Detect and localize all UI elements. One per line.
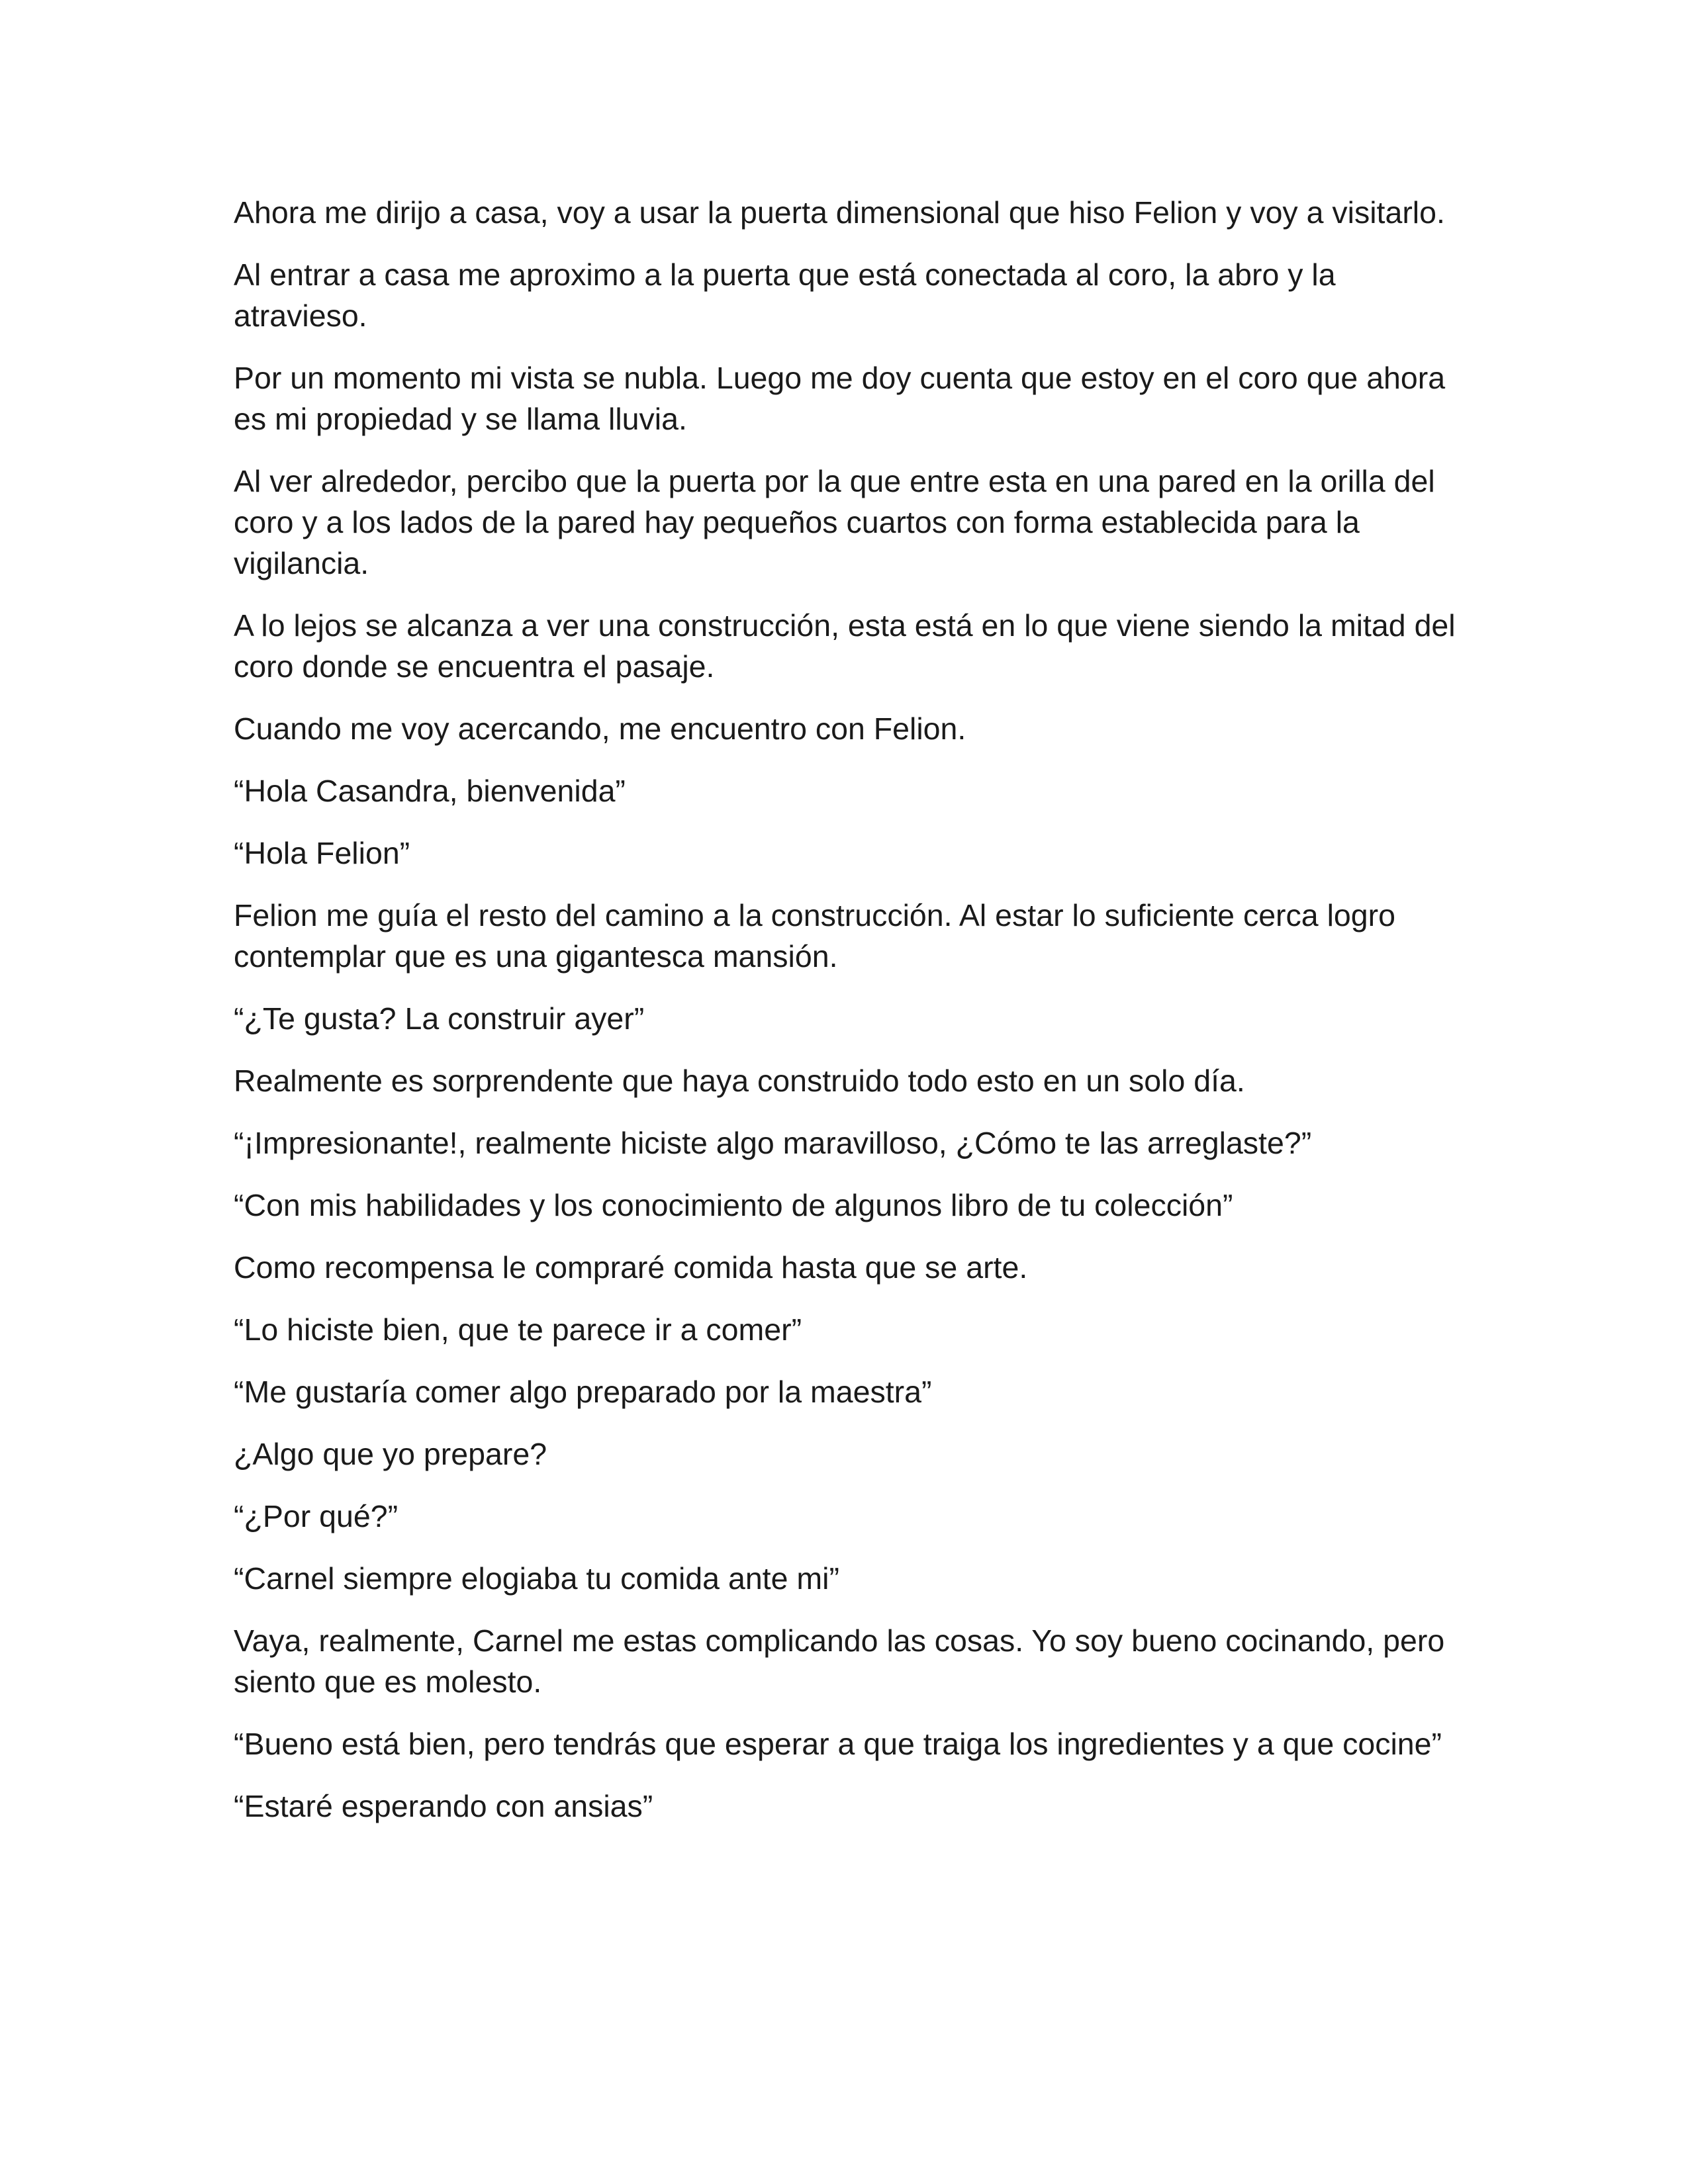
dialogue-line: “¿Te gusta? La construir ayer”: [234, 1001, 645, 1036]
paragraph: A lo lejos se alcanza a ver una construcción, esta está en lo que viene siendo la mitad del coro donde se encuentra el pasaje.: [234, 608, 1456, 684]
paragraph: Como recompensa le compraré comida hasta que se arte.: [234, 1250, 1028, 1285]
dialogue-line: “Bueno está bien, pero tendrás que esperar a que traiga los ingredientes y a que cocine”: [234, 1727, 1442, 1761]
paragraph: Cuando me voy acercando, me encuentro con Felion.: [234, 711, 966, 746]
paragraph: Realmente es sorprendente que haya construido todo esto en un solo día.: [234, 1064, 1245, 1098]
paragraph: ¿Algo que yo prepare?: [234, 1437, 547, 1471]
paragraph: Ahora me dirijo a casa, voy a usar la puerta dimensional que hiso Felion y voy a visitarlo.: [234, 195, 1445, 230]
dialogue-line: “Me gustaría comer algo preparado por la maestra”: [234, 1375, 932, 1409]
paragraph: Por un momento mi vista se nubla. Luego me doy cuenta que estoy en el coro que ahora es mi propiedad y se llama lluvia.: [234, 361, 1446, 436]
paragraph: Al ver alrededor, percibo que la puerta por la que entre esta en una pared en la orilla del coro y a los lados de la pared hay pequeños cuartos con forma establecida para la vigilancia.: [234, 464, 1435, 580]
dialogue-line: “¿Por qué?”: [234, 1499, 399, 1533]
dialogue-line: “Con mis habilidades y los conocimiento de algunos libro de tu colección”: [234, 1188, 1233, 1222]
paragraph: Vaya, realmente, Carnel me estas complicando las cosas. Yo soy bueno cocinando, pero siento que es molesto.: [234, 1623, 1445, 1699]
paragraph: Felion me guía el resto del camino a la construcción. Al estar lo suficiente cerca logro contemplar que es una gigantesca mansión.: [234, 898, 1395, 974]
document-body: [234, 192, 1465, 1848]
dialogue-line: “Hola Casandra, bienvenida”: [234, 774, 626, 808]
dialogue-line: “Carnel siempre elogiaba tu comida ante mi”: [234, 1561, 839, 1596]
paragraph: Al entrar a casa me aproximo a la puerta que está conectada al coro, la abro y la atravieso.: [234, 257, 1336, 333]
dialogue-line: “Hola Felion”: [234, 836, 410, 870]
dialogue-line: “Estaré esperando con ansias”: [234, 1789, 653, 1823]
dialogue-line: “Lo hiciste bien, que te parece ir a comer”: [234, 1312, 802, 1347]
dialogue-line: “¡Impresionante!, realmente hiciste algo maravilloso, ¿Cómo te las arreglaste?”: [234, 1126, 1312, 1160]
